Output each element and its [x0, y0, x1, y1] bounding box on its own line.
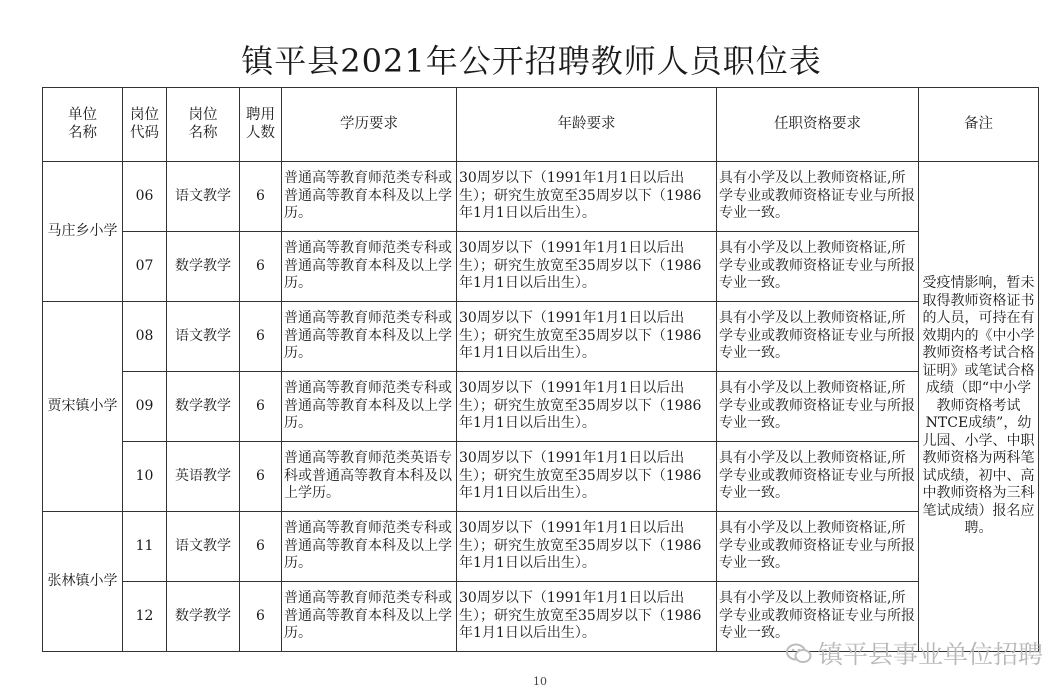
watermark	[786, 635, 1043, 671]
post-name: 英语教学	[167, 442, 240, 512]
hire-count: 6	[240, 302, 282, 372]
unit-name: 张林镇小学	[43, 512, 123, 652]
page-number: 10	[533, 675, 547, 688]
header-education: 学历要求	[282, 88, 457, 162]
education-requirement: 普通高等教育师范类专科或普通高等教育本科及以上学历。	[282, 162, 457, 232]
qualification-requirement: 具有小学及以上教师资格证,所学专业或教师资格证专业与所报专业一致。	[717, 582, 919, 652]
age-requirement: 30周岁以下（1991年1月1日以后出生）；研究生放宽至35周岁以下（1986年1月1日以后出生）。	[457, 232, 717, 302]
table-row	[43, 162, 1039, 232]
post-name: 语文教学	[167, 302, 240, 372]
education-requirement: 普通高等教育师范类专科或普通高等教育本科及以上学历。	[282, 302, 457, 372]
header-post: 岗位 名称	[167, 88, 240, 162]
note-cell: 受疫情影响，暂未取得教师资格证书的人员，可持在有效期内的《中小学教师资格考试合格证明》或笔试合格成绩（即“中小学教师资格考试NTCE成绩”，幼儿园、小学、中职教师资格为两科笔试成绩，初中、高中教师资格为三科笔试成绩）报名应聘。	[919, 162, 1039, 652]
wechat-icon	[786, 642, 812, 664]
hire-count: 6	[240, 372, 282, 442]
education-requirement: 普通高等教育师范类专科或普通高等教育本科及以上学历。	[282, 512, 457, 582]
table-row	[43, 372, 1039, 442]
post-code: 10	[123, 442, 167, 512]
age-requirement: 30周岁以下（1991年1月1日以后出生）；研究生放宽至35周岁以下（1986年1月1日以后出生）。	[457, 442, 717, 512]
age-requirement: 30周岁以下（1991年1月1日以后出生）；研究生放宽至35周岁以下（1986年1月1日以后出生）。	[457, 582, 717, 652]
education-requirement: 普通高等教育师范类专科或普通高等教育本科及以上学历。	[282, 232, 457, 302]
qualification-requirement: 具有小学及以上教师资格证,所学专业或教师资格证专业与所报专业一致。	[717, 372, 919, 442]
qualification-requirement: 具有小学及以上教师资格证,所学专业或教师资格证专业与所报专业一致。	[717, 442, 919, 512]
table-row	[43, 512, 1039, 582]
watermark-text: 镇平县事业单位招聘	[817, 640, 1043, 669]
age-requirement: 30周岁以下（1991年1月1日以后出生）；研究生放宽至35周岁以下（1986年1月1日以后出生）。	[457, 162, 717, 232]
education-requirement: 普通高等教育师范类专科或普通高等教育本科及以上学历。	[282, 582, 457, 652]
post-name: 语文教学	[167, 162, 240, 232]
header-note: 备注	[919, 88, 1039, 162]
post-code: 09	[123, 372, 167, 442]
table-row	[43, 302, 1039, 372]
header-qualification: 任职资格要求	[717, 88, 919, 162]
header-count: 聘用 人数	[240, 88, 282, 162]
header-code: 岗位 代码	[123, 88, 167, 162]
page-title: 镇平县2021年公开招聘教师人员职位表	[241, 42, 822, 80]
unit-name: 马庄乡小学	[43, 162, 123, 302]
age-requirement: 30周岁以下（1991年1月1日以后出生）；研究生放宽至35周岁以下（1986年1月1日以后出生）。	[457, 512, 717, 582]
post-code: 12	[123, 582, 167, 652]
hire-count: 6	[240, 512, 282, 582]
qualification-requirement: 具有小学及以上教师资格证,所学专业或教师资格证专业与所报专业一致。	[717, 232, 919, 302]
qualification-requirement: 具有小学及以上教师资格证,所学专业或教师资格证专业与所报专业一致。	[717, 162, 919, 232]
post-name: 数学教学	[167, 232, 240, 302]
hire-count: 6	[240, 232, 282, 302]
post-name: 数学教学	[167, 372, 240, 442]
education-requirement: 普通高等教育师范类英语专科或普通高等教育本科及以上学历。	[282, 442, 457, 512]
post-code: 07	[123, 232, 167, 302]
post-code: 08	[123, 302, 167, 372]
age-requirement: 30周岁以下（1991年1月1日以后出生）；研究生放宽至35周岁以下（1986年1月1日以后出生）。	[457, 372, 717, 442]
hire-count: 6	[240, 442, 282, 512]
header-unit: 单位 名称	[43, 88, 123, 162]
post-name: 数学教学	[167, 582, 240, 652]
hire-count: 6	[240, 582, 282, 652]
qualification-requirement: 具有小学及以上教师资格证,所学专业或教师资格证专业与所报专业一致。	[717, 302, 919, 372]
table-row	[43, 442, 1039, 512]
post-code: 06	[123, 162, 167, 232]
header-row	[43, 88, 1039, 162]
post-name: 语文教学	[167, 512, 240, 582]
qualification-requirement: 具有小学及以上教师资格证,所学专业或教师资格证专业与所报专业一致。	[717, 512, 919, 582]
age-requirement: 30周岁以下（1991年1月1日以后出生）；研究生放宽至35周岁以下（1986年1月1日以后出生）。	[457, 302, 717, 372]
header-age: 年龄要求	[457, 88, 717, 162]
positions-table	[42, 87, 1039, 652]
hire-count: 6	[240, 162, 282, 232]
unit-name: 贾宋镇小学	[43, 302, 123, 512]
education-requirement: 普通高等教育师范类专科或普通高等教育本科及以上学历。	[282, 372, 457, 442]
post-code: 11	[123, 512, 167, 582]
table-row	[43, 232, 1039, 302]
